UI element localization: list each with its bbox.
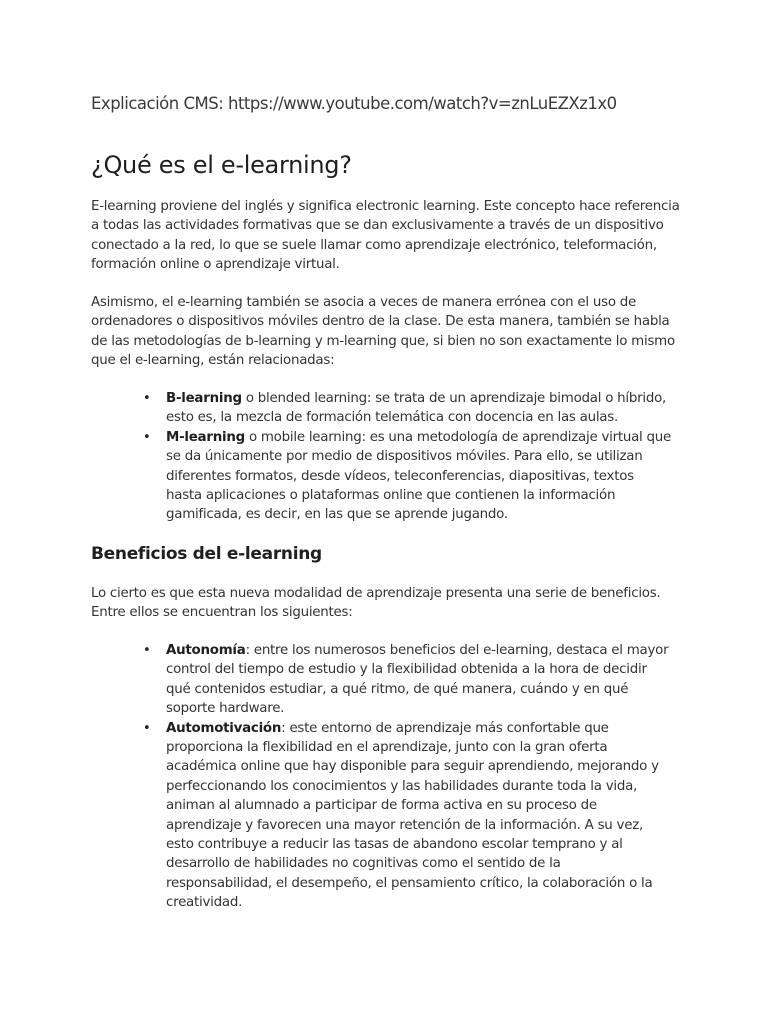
term-m-learning: M-learning (166, 429, 245, 445)
text-line: perfeccionando los conocimientos y las habilidades durante toda la vida, (166, 778, 638, 794)
text-line: gamificada, es decir, en las que se aprende jugando. (166, 507, 508, 523)
bullet-icon: • (143, 643, 151, 658)
text-line: de las metodologías de b-learning y m-learning que, si bien no son exactamente lo mismo (91, 333, 675, 349)
text-line: proporciona la flexibilidad en el aprendizaje, junto con la gran oferta (166, 740, 608, 756)
intro-paragraph (91, 197, 681, 275)
text-line: se da únicamente por medio de dispositivos móviles. Para ello, se utilizan (166, 449, 643, 465)
text-line: animan al alumnado a participar de forma activa en su proceso de (166, 798, 597, 814)
association-paragraph (91, 293, 681, 371)
term-automotivacion: Automotivación (166, 720, 282, 736)
text-line: que el e-learning, están relacionadas: (91, 353, 335, 369)
list-item-b-learning (91, 389, 681, 428)
section-heading-benefits: Beneficios del e-learning (91, 544, 322, 564)
text-line: Asimismo, el e-learning también se asocia a veces de manera errónea con el uso de (91, 295, 637, 310)
learning-types-list (91, 389, 681, 525)
text-line: : entre los numerosos beneficios del e-learning, destaca el mayor (245, 643, 669, 658)
term-b-learning: B-learning (166, 391, 242, 406)
page-title: ¿Qué es el e-learning? (91, 151, 352, 179)
text-line: hasta aplicaciones o plataformas online que contienen la información (166, 488, 616, 504)
text-line: esto contribuye a reducir las tasas de abandono escolar temprano y al (166, 837, 623, 853)
text-line: : este entorno de aprendizaje más confortable que (281, 720, 609, 736)
text-line: E-learning proviene del inglés y significa electronic learning. Este concepto hace referencia (91, 199, 680, 214)
text-line: control del tiempo de estudio y la flexibilidad obtenida a la hora de decidir (166, 662, 647, 678)
bullet-icon: • (143, 391, 151, 406)
text-line: a todas las actividades formativas que se dan exclusivamente a través de un dispositivo (91, 218, 664, 234)
text-line: creatividad. (166, 895, 243, 911)
term-autonomia: Autonomía (166, 643, 246, 658)
bullet-icon: • (143, 429, 151, 445)
benefits-list (91, 641, 681, 913)
benefits-intro-paragraph (91, 584, 681, 623)
text-line: desarrollo de habilidades no cognitivas como el sentido de la (166, 856, 561, 872)
bullet-icon: • (143, 720, 151, 736)
text-line: esto es, la mezcla de formación telemática con docencia en las aulas. (166, 410, 618, 426)
text-line: Entre ellos se encuentran los siguientes: (91, 605, 353, 621)
text-line: soporte hardware. (166, 701, 285, 717)
text-line: o mobile learning: es una metodología de aprendizaje virtual que (244, 429, 671, 445)
text-line: ordenadores o dispositivos móviles dentro de la clase. De esta manera, también se habla (91, 314, 670, 330)
text-line: académica online que hay disponible para seguir aprendiendo, mejorando y (166, 759, 659, 775)
text-line: o blended learning: se trata de un aprendizaje bimodal o híbrido, (241, 391, 667, 406)
text-line: responsabilidad, el desempeño, el pensamiento crítico, la colaboración o la (166, 875, 653, 891)
list-item-m-learning (91, 428, 681, 525)
text-line: formación online o aprendizaje virtual. (91, 257, 340, 273)
text-line: qué contenidos estudiar, a qué ritmo, de qué manera, cuándo y en qué (166, 681, 629, 697)
cms-explanation-link[interactable]: Explicación CMS: https://www.youtube.com/watch?v=znLuEZXz1x0 (91, 94, 617, 113)
text-line: aprendizaje y favorecen una mayor retención de la información. A su vez, (166, 817, 644, 833)
text-line: conectado a la red, lo que se suele llamar como aprendizaje electrónico, teleformación, (91, 237, 657, 253)
text-line: diferentes formatos, desde vídeos, teleconferencias, diapositivas, textos (166, 468, 634, 484)
text-line: Lo cierto es que esta nueva modalidad de aprendizaje presenta una serie de beneficios. (91, 586, 661, 601)
list-item-autonomia (91, 641, 681, 719)
list-item-automotivacion (91, 719, 681, 913)
